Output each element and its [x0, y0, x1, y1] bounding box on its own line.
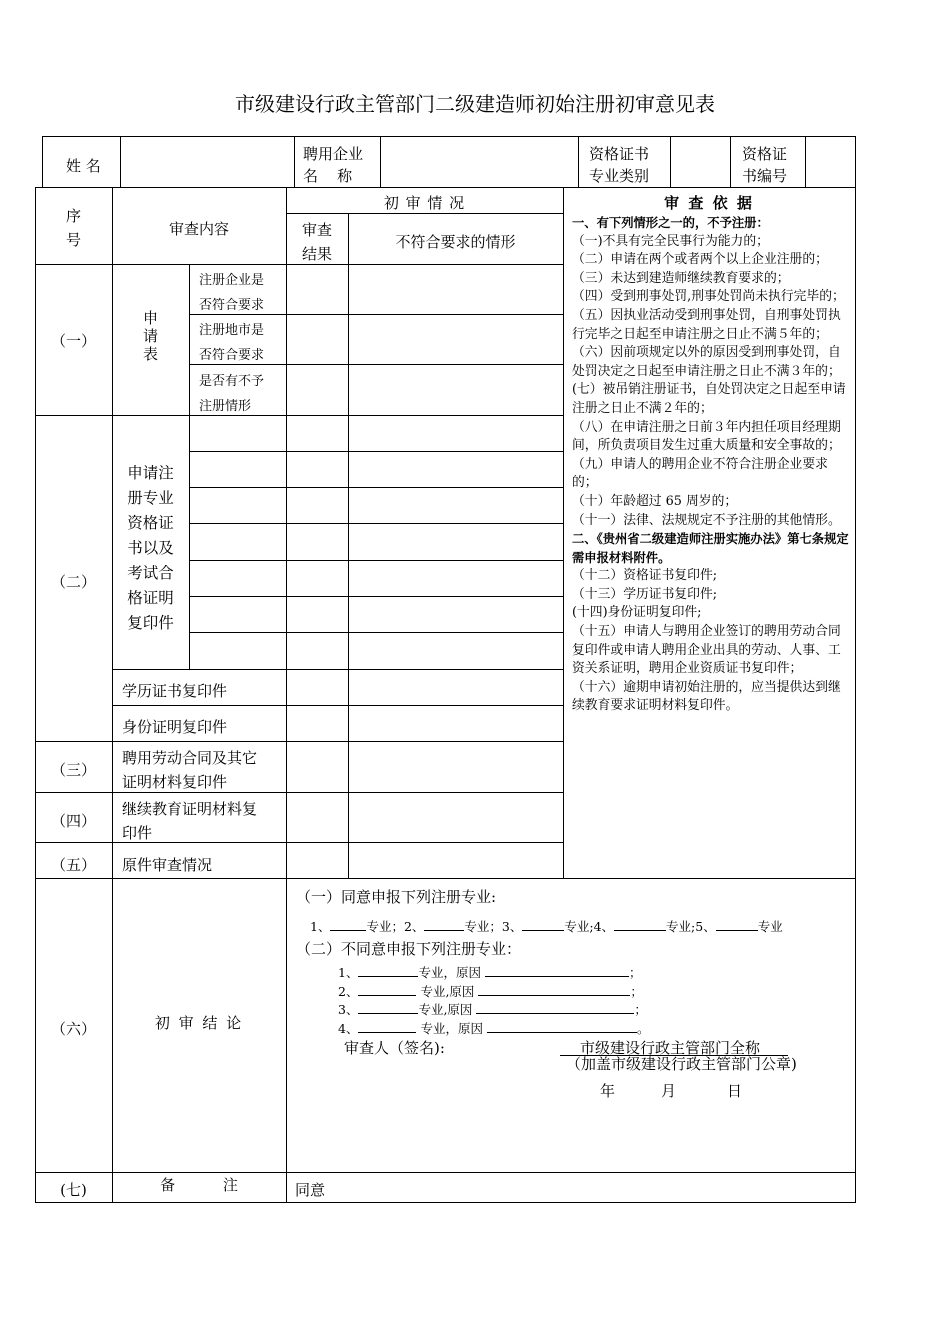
- row-6-content: 初 审 结 论: [154, 1014, 244, 1032]
- seq-header: 序: [65, 207, 81, 225]
- employer-field[interactable]: [381, 140, 576, 184]
- employer-label-2: 名 称: [303, 167, 353, 185]
- disagree-lines[interactable]: 1、 专业，原因 ； 2、 专业,原因 ； 3、 专业,原因 ； 4、 专业，原因 。: [338, 962, 649, 1036]
- row-7-content: 备 注: [160, 1176, 238, 1194]
- row-7-seq: (七): [60, 1181, 87, 1199]
- row-1-item-3b: 注册情形: [199, 399, 252, 414]
- noncompliance-header: 不符合要求的情形: [395, 233, 516, 251]
- agree-heading: （一）同意申报下列注册专业:: [296, 888, 497, 906]
- cert-major-label-2: 专业类别: [589, 167, 650, 185]
- row-1-item-3: 是否有不予: [199, 374, 265, 389]
- row-3-content-2: 证明材料复印件: [122, 773, 228, 791]
- row-2-group: 申请注 册专业 资格证 书以及 考试合 格证明 复印件: [127, 464, 174, 632]
- row-3-seq: （三）: [50, 761, 96, 779]
- date-year: 年: [600, 1082, 616, 1100]
- cert-major-field[interactable]: [671, 140, 729, 184]
- cert-no-field[interactable]: [806, 140, 854, 184]
- page-title: 市级建设行政主管部门二级建造师初始注册初审意见表: [235, 92, 715, 116]
- content-header: 审查内容: [168, 220, 229, 238]
- employer-label: 聘用企业: [303, 145, 364, 163]
- seq-header-2: 号: [65, 231, 81, 249]
- row-4-seq: （四）: [50, 812, 96, 830]
- row-1-item-1b: 否符合要求: [199, 298, 265, 313]
- result-header: 审查: [301, 221, 332, 239]
- row-2-seq: （二）: [50, 573, 96, 591]
- cert-no-label-2: 书编号: [742, 167, 788, 185]
- basis-header: 审 查 依 据: [664, 194, 754, 212]
- dept-name: 市级建设行政主管部门全称: [580, 1039, 761, 1057]
- row-5-seq: （五）: [50, 856, 96, 874]
- reviewer-label: 审查人（签名):: [344, 1039, 445, 1057]
- cert-major-label: 资格证书: [589, 145, 650, 163]
- review-basis-text: 一、有下列情形之一的，不予注册： （一)不具有完全民事行为能力的； （二）申请在两个或者两个以上企业注册的； （三）未达到建造师继续教育要求的； （四）受到刑事处罚,刑事处罚尚未执行完毕的； （五）因执业活动受到刑事处罚，自刑事处罚执行完毕之日起至申请注册之日止不满５年的； （六）因前项规定以外的原因受到刑事处罚，自处罚决定之日起至申请注册之日止不满３年的； (七）被吊销注册证书，自处罚决定之日起至申请注册之日止不满２年的； （八）在申请注册之日前３年内担任项目经理期间，所负责项目发生过重大质量和安全事故的； （九）申请人的聘用企业不符合注册企业要求的； （十）年龄超过 65 周岁的； （十一）法律、法规规定不予注册的其他情形。 二、《贵州省二级建造师注册实施办法》第七条规定需申报材料附件。 （十二）资格证书复印件; （十三）学历证书复印件; (十四)身份证明复印件; （十五）申请人与聘用企业签订的聘用劳动合同复印件或申请人聘用企业出具的劳动、人事、工资关系证明，聘用企业资质证书复印件； （十六）逾期申请初始注册的，应当提供达到继续教育要求证明材料复印件。: [572, 216, 849, 714]
- row-2-id: 身份证明复印件: [122, 718, 228, 736]
- name-field[interactable]: [120, 140, 292, 184]
- name-label: 姓 名: [66, 157, 101, 175]
- review-header: 初 审 情 况: [383, 194, 466, 212]
- agree-majors-line[interactable]: 1、 专业；2、 专业；3、 专业;4、 专业;5、 专业: [310, 916, 783, 936]
- row-5-content: 原件审查情况: [122, 856, 213, 874]
- remarks-value[interactable]: 同意: [295, 1181, 326, 1199]
- row-1-group-1: 申: [142, 309, 158, 327]
- disagree-heading: （二）不同意申报下列注册专业：: [296, 940, 522, 958]
- row-1-item-1: 注册企业是: [199, 273, 265, 288]
- date-month: 月: [661, 1082, 677, 1100]
- result-header-2: 结果: [301, 245, 332, 263]
- date-day: 日: [727, 1082, 743, 1100]
- row-1-group-3: 表: [142, 345, 158, 363]
- row-4-content: 继续教育证明材料复: [122, 800, 258, 818]
- row-2-diploma: 学历证书复印件: [122, 682, 228, 700]
- row-4-content-2: 印件: [122, 824, 153, 842]
- row-1-seq: （一）: [50, 332, 96, 350]
- row-1-group-2: 请: [142, 327, 158, 345]
- row-1-item-2b: 否符合要求: [199, 348, 265, 363]
- row-6-seq: （六）: [50, 1020, 96, 1038]
- cert-no-label: 资格证: [742, 145, 788, 163]
- stamp-note: （加盖市级建设行政主管部门公章): [566, 1055, 797, 1073]
- row-1-item-2: 注册地市是: [199, 323, 265, 338]
- row-3-content: 聘用劳动合同及其它: [122, 749, 258, 767]
